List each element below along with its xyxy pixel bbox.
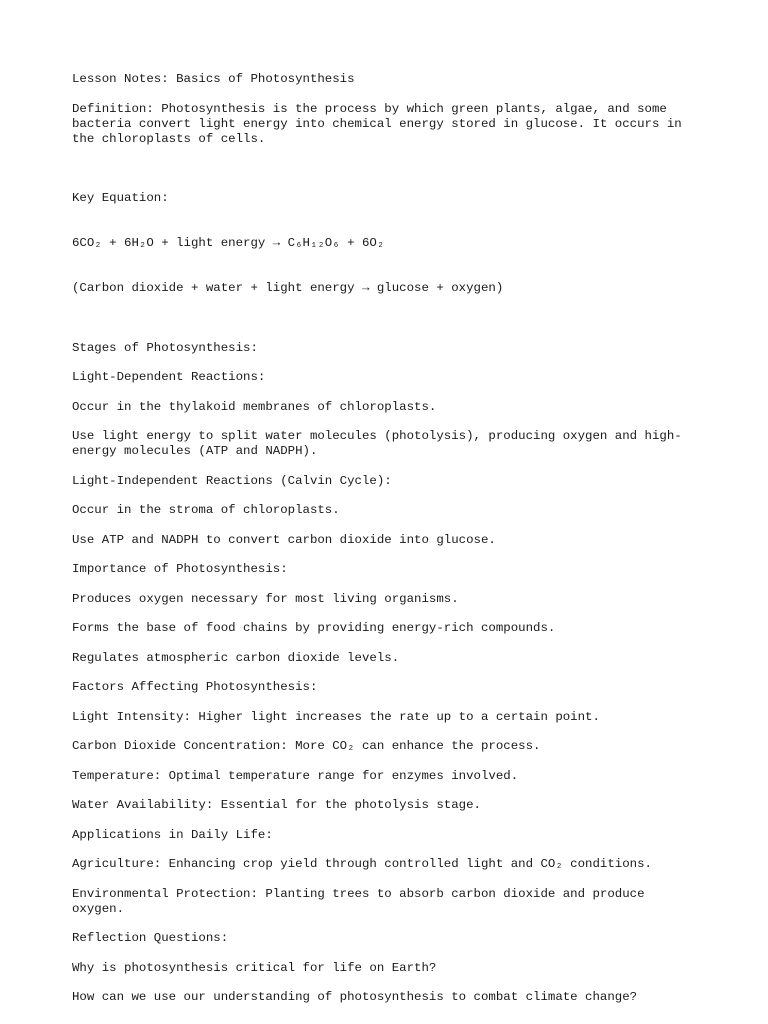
importance-point: Produces oxygen necessary for most living organisms. [72, 591, 459, 606]
light-dependent-heading: Light-Dependent Reactions: [72, 370, 266, 384]
light-dependent-point: Occur in the thylakoid membranes of chloroplasts. [72, 399, 437, 414]
light-independent-point: Occur in the stroma of chloroplasts. [72, 503, 340, 517]
factors-point: Carbon Dioxide Concentration: More CO₂ can enhance the process. [72, 739, 541, 753]
document-title: Lesson Notes: Basics of Photosynthesis [72, 72, 355, 86]
applications-heading: Applications in Daily Life: [72, 827, 273, 842]
factors-point: Temperature: Optimal temperature range for enzymes involved. [72, 768, 519, 783]
applications-point: Agriculture: Enhancing crop yield through controlled light and CO₂ conditions. [72, 857, 652, 871]
importance-point: Regulates atmospheric carbon dioxide levels. [72, 650, 400, 665]
reflection-question: How can we use our understanding of photosynthesis to combat climate change? [72, 990, 638, 1004]
importance-point: Forms the base of food chains by providing energy-rich compounds. [72, 621, 556, 635]
factors-point: Light Intensity: Higher light increases the rate up to a certain point. [72, 709, 600, 724]
importance-heading: Importance of Photosynthesis: [72, 562, 288, 576]
factors-heading: Factors Affecting Photosynthesis: [72, 680, 318, 694]
light-independent-heading: Light-Independent Reactions (Calvin Cycle): [72, 473, 392, 488]
document-body [72, 72, 702, 1020]
light-dependent-point: Use light energy to split water molecules (photolysis), producing oxygen and high-energy molecules (ATP and NADPH). [72, 429, 682, 458]
light-independent-point: Use ATP and NADPH to convert carbon dioxide into glucose. [72, 532, 496, 547]
key-equation-formula: 6CO₂ + 6H₂O + light energy → C₆H₁₂O₆ + 6O₂ [72, 236, 385, 250]
definition-paragraph: Definition: Photosynthesis is the process by which green plants, algae, and some bacteria convert light energy into chemical energy stored in glucose. It occurs in the chloroplasts of cells. [72, 101, 690, 146]
key-equation-words: (Carbon dioxide + water + light energy → glucose + oxygen) [72, 281, 504, 295]
key-equation-block [72, 161, 702, 326]
stages-heading: Stages of Photosynthesis: [72, 340, 258, 355]
factors-point: Water Availability: Essential for the photolysis stage. [72, 798, 481, 812]
key-equation-label: Key Equation: [72, 191, 169, 205]
reflection-question: Why is photosynthesis critical for life on Earth? [72, 960, 437, 975]
reflection-heading: Reflection Questions: [72, 931, 229, 945]
applications-point: Environmental Protection: Planting trees to absorb carbon dioxide and produce oxygen. [72, 886, 652, 916]
